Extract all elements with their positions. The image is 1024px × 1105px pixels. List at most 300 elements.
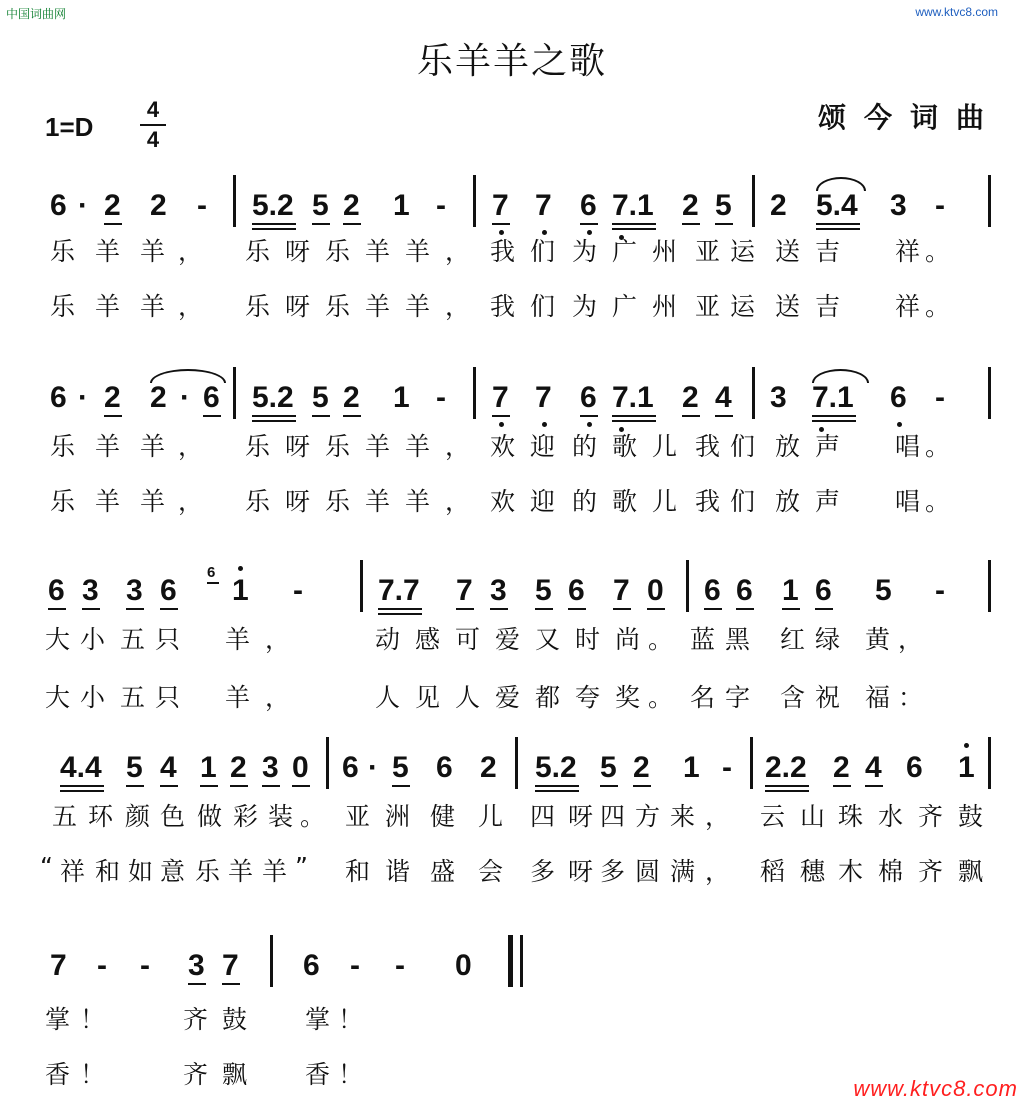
lyric-char: 四 <box>600 802 626 831</box>
note: 3 <box>262 751 279 784</box>
lyric-char: 多 <box>530 857 556 886</box>
bar-line <box>270 935 273 987</box>
note: · <box>180 381 190 414</box>
note: 2 <box>343 381 360 414</box>
watermark-bottom-url: www.ktvc8.com <box>853 1076 1018 1101</box>
lyric-char: 动 <box>375 625 401 654</box>
note: 3 <box>126 574 143 607</box>
lyric-char: ： <box>898 683 924 712</box>
lyric-char: 意 <box>160 857 186 886</box>
lyric-char: 齐 <box>183 1060 209 1089</box>
bar-line <box>988 175 991 227</box>
lyric-char: 夸 <box>575 683 601 712</box>
lyric-char: 健 <box>430 802 456 831</box>
lyric-char: 唱 <box>895 432 921 461</box>
lyric-char: 会 <box>478 857 504 886</box>
lyric-char: 鼓 <box>958 802 984 831</box>
note: 7 <box>492 381 509 414</box>
note: 6 <box>906 751 923 784</box>
lyric-char: 人 <box>375 683 401 712</box>
note: 2 <box>770 189 787 222</box>
note: 6 <box>303 949 320 982</box>
lyric-char: ， <box>178 487 204 516</box>
lyric-char: 们 <box>530 292 556 321</box>
score-system-2 <box>0 367 1024 431</box>
lyric-char: 稻 <box>760 857 786 886</box>
note: 7 <box>492 189 509 222</box>
lyric-char: 奖 <box>615 683 641 712</box>
lyric-char: 广 <box>612 292 638 321</box>
note: 7 <box>535 381 552 414</box>
bar-line <box>752 367 755 419</box>
lyric-char: 儿 <box>652 432 678 461</box>
lyric-char: 圆 <box>635 857 661 886</box>
lyric-char: ， <box>445 487 471 516</box>
lyric-char: 欢 <box>490 432 516 461</box>
duration-dash: - <box>350 949 360 982</box>
lyric-char: 如 <box>128 857 154 886</box>
lyric-char: 呀 <box>285 237 311 266</box>
note: 5 <box>312 381 329 414</box>
note: 6 <box>890 381 907 414</box>
lyric-char: 福 <box>865 683 891 712</box>
lyric-char: 黄 <box>865 625 891 654</box>
duration-dash: - <box>935 189 945 222</box>
watermark-url: www.ktvc8.com <box>915 5 998 19</box>
lyric-char: 为 <box>572 292 598 321</box>
duration-dash: - <box>436 381 446 414</box>
lyric-char: 们 <box>530 237 556 266</box>
lyric-char: 。 <box>648 683 674 712</box>
lyric-char: 五 <box>120 683 146 712</box>
note: 7 <box>613 574 630 607</box>
lyric-char: ， <box>178 237 204 266</box>
lyric-char: 见 <box>415 683 441 712</box>
note: 5 <box>600 751 617 784</box>
lyric-char: 羊 <box>228 857 254 886</box>
lyric-char: 名 <box>690 683 716 712</box>
lyric-char: 州 <box>652 292 678 321</box>
lyric-char: 颜 <box>125 802 151 831</box>
meter-bottom: 4 <box>146 127 160 152</box>
lyric-char: 尚 <box>615 625 641 654</box>
note: 4 <box>715 381 732 414</box>
lyric-char: 呀 <box>568 802 594 831</box>
note: · <box>78 381 88 414</box>
note: 6 <box>736 574 753 607</box>
lyric-char: 红 <box>780 625 806 654</box>
lyric-char: 。 <box>925 487 951 516</box>
author-credit: 颂今词曲 <box>818 101 1003 134</box>
lyric-char: 香 <box>305 1060 331 1089</box>
lyric-char: ！ <box>338 1005 364 1034</box>
lyric-char: ！ <box>80 1005 106 1034</box>
meter-top: 4 <box>146 97 160 122</box>
note: 7 <box>50 949 67 982</box>
lyric-char: 飘 <box>958 857 984 886</box>
note: 6 <box>568 574 585 607</box>
lyric-char: 大 <box>45 683 71 712</box>
note: 6 <box>580 189 597 222</box>
lyric-char: 羊 <box>225 683 251 712</box>
lyric-char: 羊 <box>95 487 121 516</box>
lyric-char: 鼓 <box>222 1005 248 1034</box>
lyric-char: 可 <box>455 625 481 654</box>
duration-dash: - <box>935 574 945 607</box>
note: 5 <box>392 751 409 784</box>
lyric-char: 羊 <box>262 857 288 886</box>
lyric-char: 。 <box>925 432 951 461</box>
note: 2 <box>682 381 699 414</box>
note: 5 <box>126 751 143 784</box>
note: 3 <box>490 574 507 607</box>
note: 1 <box>200 751 217 784</box>
slur <box>816 177 866 191</box>
note: 6 <box>580 381 597 414</box>
lyric-char: 香 <box>45 1060 71 1089</box>
lyric-char: 羊 <box>95 432 121 461</box>
note: 0 <box>292 751 309 784</box>
lyric-char: “ <box>40 852 53 881</box>
lyric-char: 迎 <box>530 487 556 516</box>
note: 6 <box>815 574 832 607</box>
bar-line <box>473 367 476 419</box>
lyric-char: 五 <box>120 625 146 654</box>
note: 6 <box>203 381 220 414</box>
lyric-char: 送 <box>775 237 801 266</box>
lyric-char: 儿 <box>652 487 678 516</box>
note: 6 <box>436 751 453 784</box>
note: 4.4 <box>60 751 102 784</box>
lyric-char: 。 <box>648 625 674 654</box>
lyric-char: 乐 <box>245 292 271 321</box>
lyric-char: 云 <box>760 802 786 831</box>
bar-line <box>988 560 991 612</box>
lyric-char: 声 <box>815 487 841 516</box>
duration-dash: - <box>395 949 405 982</box>
lyric-char: 的 <box>572 487 598 516</box>
note: 2 <box>150 189 167 222</box>
lyric-char: 我 <box>695 487 721 516</box>
lyric-char: 掌 <box>45 1005 71 1034</box>
note: 5 <box>875 574 892 607</box>
lyric-char: 乐 <box>325 487 351 516</box>
note: 1 <box>393 189 410 222</box>
lyric-char: 乐 <box>245 432 271 461</box>
lyric-char: 运 <box>730 237 756 266</box>
duration-dash: - <box>722 751 732 784</box>
note: 4 <box>160 751 177 784</box>
note: 3 <box>82 574 99 607</box>
lyric-char: 亚 <box>695 292 721 321</box>
lyric-char: 。 <box>925 292 951 321</box>
bar-line <box>520 935 523 987</box>
lyric-char: 盛 <box>430 857 456 886</box>
lyric-char: 羊 <box>365 292 391 321</box>
note: 4 <box>865 751 882 784</box>
note: 7 <box>222 949 239 982</box>
bar-line <box>233 175 236 227</box>
bar-line <box>515 737 518 789</box>
note: 6 <box>160 574 177 607</box>
lyric-char: 穗 <box>800 857 826 886</box>
bar-line <box>326 737 329 789</box>
lyric-char: 我 <box>695 432 721 461</box>
lyric-char: 木 <box>838 857 864 886</box>
bar-line <box>473 175 476 227</box>
lyric-char: 羊 <box>140 432 166 461</box>
lyric-char: 只 <box>155 625 181 654</box>
note: 2 <box>104 189 121 222</box>
note: 5 <box>535 574 552 607</box>
lyric-char: 羊 <box>95 292 121 321</box>
duration-dash: - <box>197 189 207 222</box>
note: 1 <box>958 751 975 784</box>
lyric-char: 呀 <box>285 487 311 516</box>
lyric-char: 谐 <box>385 857 411 886</box>
lyric-char: ， <box>265 625 291 654</box>
lyric-char: ” <box>295 852 308 881</box>
lyric-char: 掌 <box>305 1005 331 1034</box>
lyric-char: 色 <box>160 802 186 831</box>
lyric-char: 羊 <box>405 237 431 266</box>
lyric-char: 四 <box>530 802 556 831</box>
lyric-char: 多 <box>600 857 626 886</box>
lyric-char: 羊 <box>405 292 431 321</box>
lyric-char: 羊 <box>365 432 391 461</box>
note: 6 <box>50 189 67 222</box>
lyric-char: 羊 <box>140 237 166 266</box>
lyric-char: ， <box>178 292 204 321</box>
lyric-char: 吉 <box>815 237 841 266</box>
lyric-char: 飘 <box>222 1060 248 1089</box>
score-system-5 <box>0 935 1024 999</box>
lyric-char: 声 <box>815 432 841 461</box>
lyric-char: 黑 <box>725 625 751 654</box>
lyric-char: 广 <box>612 237 638 266</box>
duration-dash: - <box>935 381 945 414</box>
note: 3 <box>890 189 907 222</box>
lyric-char: 水 <box>878 802 904 831</box>
lyric-char: 羊 <box>140 292 166 321</box>
bar-line <box>750 737 753 789</box>
key-signature: 1=D <box>45 112 94 142</box>
song-title: 乐羊羊之歌 <box>416 41 607 82</box>
lyric-char: ， <box>445 432 471 461</box>
lyric-char: 乐 <box>245 237 271 266</box>
note: 3 <box>770 381 787 414</box>
lyric-char: 乐 <box>325 292 351 321</box>
lyric-char: 们 <box>730 487 756 516</box>
note: 7.1 <box>612 189 654 222</box>
lyric-char: 歌 <box>612 487 638 516</box>
score-system-3 <box>0 560 1024 624</box>
note: 2 <box>480 751 497 784</box>
lyric-char: 和 <box>95 857 121 886</box>
lyric-char: 羊 <box>365 237 391 266</box>
lyric-char: 我 <box>490 237 516 266</box>
lyric-char: ， <box>445 292 471 321</box>
score-system-1 <box>0 175 1024 239</box>
note: 5 <box>312 189 329 222</box>
score-system-4 <box>0 737 1024 801</box>
lyric-char: ， <box>705 857 731 886</box>
lyric-char: 乐 <box>325 237 351 266</box>
lyric-char: 祥 <box>895 292 921 321</box>
duration-dash: - <box>436 189 446 222</box>
note: 2 <box>343 189 360 222</box>
lyric-char: 乐 <box>50 237 76 266</box>
lyric-char: 呀 <box>568 857 594 886</box>
lyric-char: 大 <box>45 625 71 654</box>
lyric-char: 。 <box>925 237 951 266</box>
lyric-char: 呀 <box>285 432 311 461</box>
note: 7 <box>456 574 473 607</box>
note: 7 <box>535 189 552 222</box>
lyric-char: 五 <box>52 802 78 831</box>
lyric-char: 羊 <box>140 487 166 516</box>
note: 5.2 <box>252 381 294 414</box>
bar-line <box>988 367 991 419</box>
lyric-char: 人 <box>455 683 481 712</box>
lyric-char: 祥 <box>895 237 921 266</box>
lyric-char: 齐 <box>918 857 944 886</box>
lyric-char: 珠 <box>838 802 864 831</box>
lyric-char: 们 <box>730 432 756 461</box>
lyric-char: 乐 <box>245 487 271 516</box>
note: 7.7 <box>378 574 420 607</box>
note: 7.1 <box>612 381 654 414</box>
lyric-char: ， <box>178 432 204 461</box>
lyric-char: 亚 <box>695 237 721 266</box>
lyric-char: 吉 <box>815 292 841 321</box>
note: · <box>78 189 88 222</box>
lyric-char: 只 <box>155 683 181 712</box>
note: 5.2 <box>535 751 577 784</box>
duration-dash: - <box>97 949 107 982</box>
lyric-char: 又 <box>535 625 561 654</box>
grace-note: 6 <box>207 564 216 581</box>
lyric-char: 和 <box>345 857 371 886</box>
lyric-char: 歌 <box>612 432 638 461</box>
watermark-site-name: 中国词曲网 <box>6 7 67 21</box>
lyric-char: 来 <box>670 802 696 831</box>
bar-line <box>233 367 236 419</box>
note: 2 <box>833 751 850 784</box>
lyric-char: 乐 <box>195 857 221 886</box>
lyric-char: 呀 <box>285 292 311 321</box>
lyric-char: 小 <box>80 683 106 712</box>
note: · <box>368 751 378 784</box>
lyric-char: 唱 <box>895 487 921 516</box>
note: 6 <box>342 751 359 784</box>
lyric-char: 亚 <box>345 802 371 831</box>
time-signature <box>140 98 166 152</box>
lyric-char: 装 <box>268 802 294 831</box>
lyric-char: 环 <box>88 802 114 831</box>
note: 6 <box>704 574 721 607</box>
lyric-char: 爱 <box>495 683 521 712</box>
lyric-char: ！ <box>338 1060 364 1089</box>
lyric-char: 蓝 <box>690 625 716 654</box>
lyric-char: 感 <box>415 625 441 654</box>
note: 7.1 <box>812 381 854 414</box>
final-bar-line <box>508 935 513 987</box>
lyric-char: 乐 <box>50 487 76 516</box>
note: 3 <box>188 949 205 982</box>
duration-dash: - <box>140 949 150 982</box>
note: 0 <box>647 574 664 607</box>
note: 1 <box>393 381 410 414</box>
note: 0 <box>455 949 472 982</box>
note: 5.2 <box>252 189 294 222</box>
lyric-char: 我 <box>490 292 516 321</box>
lyric-char: ， <box>705 802 731 831</box>
note: 2.2 <box>765 751 807 784</box>
lyric-char: 送 <box>775 292 801 321</box>
lyric-char: ， <box>445 237 471 266</box>
lyric-char: 欢 <box>490 487 516 516</box>
note: 1 <box>782 574 799 607</box>
lyric-char: 羊 <box>365 487 391 516</box>
lyric-char: 棉 <box>878 857 904 886</box>
lyric-char: 方 <box>635 802 661 831</box>
lyric-char: 山 <box>800 802 826 831</box>
lyric-char: 羊 <box>95 237 121 266</box>
lyric-char: 齐 <box>918 802 944 831</box>
lyric-char: 字 <box>725 683 751 712</box>
note: 6 <box>50 381 67 414</box>
note: 2 <box>633 751 650 784</box>
lyric-char: 放 <box>775 487 801 516</box>
bar-line <box>752 175 755 227</box>
note: 2 <box>104 381 121 414</box>
lyric-char: 含 <box>780 683 806 712</box>
lyric-char: ！ <box>80 1060 106 1089</box>
lyric-char: 祥 <box>60 857 86 886</box>
bar-line <box>988 737 991 789</box>
note: 2 <box>682 189 699 222</box>
slur <box>812 369 869 383</box>
lyric-char: 都 <box>535 683 561 712</box>
lyric-char: 放 <box>775 432 801 461</box>
bar-line <box>360 560 363 612</box>
lyric-char: 绿 <box>815 625 841 654</box>
note: 5.4 <box>816 189 858 222</box>
lyric-char: 爱 <box>495 625 521 654</box>
note: 6 <box>48 574 65 607</box>
lyric-char: 羊 <box>225 625 251 654</box>
lyric-char: 。 <box>300 802 326 831</box>
lyric-char: 的 <box>572 432 598 461</box>
lyric-char: 彩 <box>233 802 259 831</box>
lyric-char: 满 <box>670 857 696 886</box>
note: 2 <box>230 751 247 784</box>
lyric-char: 为 <box>572 237 598 266</box>
bar-line <box>686 560 689 612</box>
lyric-char: 洲 <box>385 802 411 831</box>
note: 5 <box>715 189 732 222</box>
lyric-char: 时 <box>575 625 601 654</box>
lyric-char: 齐 <box>183 1005 209 1034</box>
lyric-char: 州 <box>652 237 678 266</box>
lyric-char: 祝 <box>815 683 841 712</box>
note: 2 <box>150 381 167 414</box>
lyric-char: 乐 <box>50 292 76 321</box>
lyric-char: 羊 <box>405 432 431 461</box>
lyric-char: 羊 <box>405 487 431 516</box>
note: 1 <box>683 751 700 784</box>
